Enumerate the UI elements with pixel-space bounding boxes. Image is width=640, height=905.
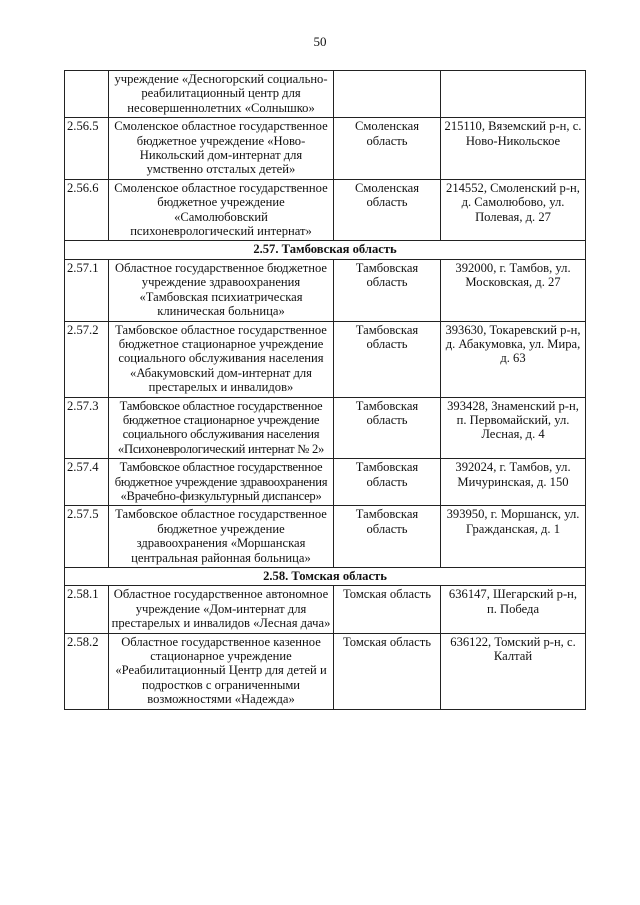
region-name: Тамбовская область: [334, 397, 441, 459]
institution-address: 393950, г. Моршанск, ул. Гражданская, д. 1: [441, 506, 586, 568]
region-name: Томская область: [334, 586, 441, 633]
institution-address: 636147, Шегарский р-н, п. Победа: [441, 586, 586, 633]
region-name: Тамбовская область: [334, 321, 441, 397]
table-row: [65, 71, 586, 118]
institution-name: Смоленское областное государственное бюджетное учреждение «Ново-Никольский дом-интернат для умственно отсталых детей»: [109, 118, 334, 180]
institution-address: 393630, Токаревский р-н, д. Абакумовка, ул. Мира, д. 63: [441, 321, 586, 397]
section-title: 2.57. Тамбовская область: [65, 241, 586, 259]
section-header-row: [65, 568, 586, 586]
region-name: Тамбовская область: [334, 506, 441, 568]
table-row: [65, 459, 586, 506]
entry-number: 2.57.4: [65, 459, 109, 506]
entry-number: 2.57.5: [65, 506, 109, 568]
region-name: [334, 71, 441, 118]
institution-address: 393428, Знаменский р-н, п. Первомайский, ул. Лесная, д. 4: [441, 397, 586, 459]
institution-address: 636122, Томский р-н, с. Калтай: [441, 633, 586, 709]
section-title: 2.58. Томская область: [65, 568, 586, 586]
region-name: Смоленская область: [334, 179, 441, 241]
institution-name: учреждение «Десногорский социально-реабилитационный центр для несовершеннолетних «Солнышко»: [109, 71, 334, 118]
table-row: [65, 586, 586, 633]
entry-number: 2.57.3: [65, 397, 109, 459]
table-row: [65, 259, 586, 321]
table-row: [65, 321, 586, 397]
entry-number: 2.56.6: [65, 179, 109, 241]
page-number: 50: [313, 34, 327, 49]
institution-address: 392024, г. Тамбов, ул. Мичуринская, д. 150: [441, 459, 586, 506]
entry-number: [65, 71, 109, 118]
table-row: [65, 506, 586, 568]
institution-address: 215110, Вяземский р-н, с. Ново-Никольское: [441, 118, 586, 180]
table-row: [65, 118, 586, 180]
region-name: Томская область: [334, 633, 441, 709]
institution-name: Тамбовское областное государственное бюджетное учреждение здравоохранения «Моршанская центральная районная больница»: [109, 506, 334, 568]
institution-name: Областное государственное казенное стационарное учреждение «Реабилитационный Центр для детей и подростков с ограниченными возможностями «Надежда»: [109, 633, 334, 709]
institution-name: Тамбовское областное государственное бюджетное учреждение здравоохранения «Врачебно-физкультурный диспансер»: [109, 459, 334, 506]
institutions-table-body: [65, 71, 586, 710]
institution-name: Тамбовское областное государственное бюджетное стационарное учреждение социального обслуживания населения «Психоневрологический интернат № 2»: [109, 397, 334, 459]
region-name: Тамбовская область: [334, 259, 441, 321]
institution-name: Областное государственное автономное учреждение «Дом-интернат для престарелых и инвалидов «Лесная дача»: [109, 586, 334, 633]
institution-name: Смоленское областное государственное бюджетное учреждение «Самолюбовский психоневрологический интернат»: [109, 179, 334, 241]
section-header-row: [65, 241, 586, 259]
institution-address: 392000, г. Тамбов, ул. Московская, д. 27: [441, 259, 586, 321]
institution-name: Тамбовское областное государственное бюджетное стационарное учреждение социального обслуживания населения «Абакумовский дом-интернат для престарелых и инвалидов»: [109, 321, 334, 397]
entry-number: 2.57.1: [65, 259, 109, 321]
institutions-table: [64, 70, 586, 710]
entry-number: 2.56.5: [65, 118, 109, 180]
institution-address: [441, 71, 586, 118]
institution-name: Областное государственное бюджетное учреждение здравоохранения «Тамбовская психиатрическая клиническая больница»: [109, 259, 334, 321]
table-row: [65, 179, 586, 241]
table-row: [65, 397, 586, 459]
institution-address: 214552, Смоленский р-н, д. Самолюбово, ул. Полевая, д. 27: [441, 179, 586, 241]
entry-number: 2.57.2: [65, 321, 109, 397]
region-name: Тамбовская область: [334, 459, 441, 506]
entry-number: 2.58.2: [65, 633, 109, 709]
table-row: [65, 633, 586, 709]
region-name: Смоленская область: [334, 118, 441, 180]
entry-number: 2.58.1: [65, 586, 109, 633]
